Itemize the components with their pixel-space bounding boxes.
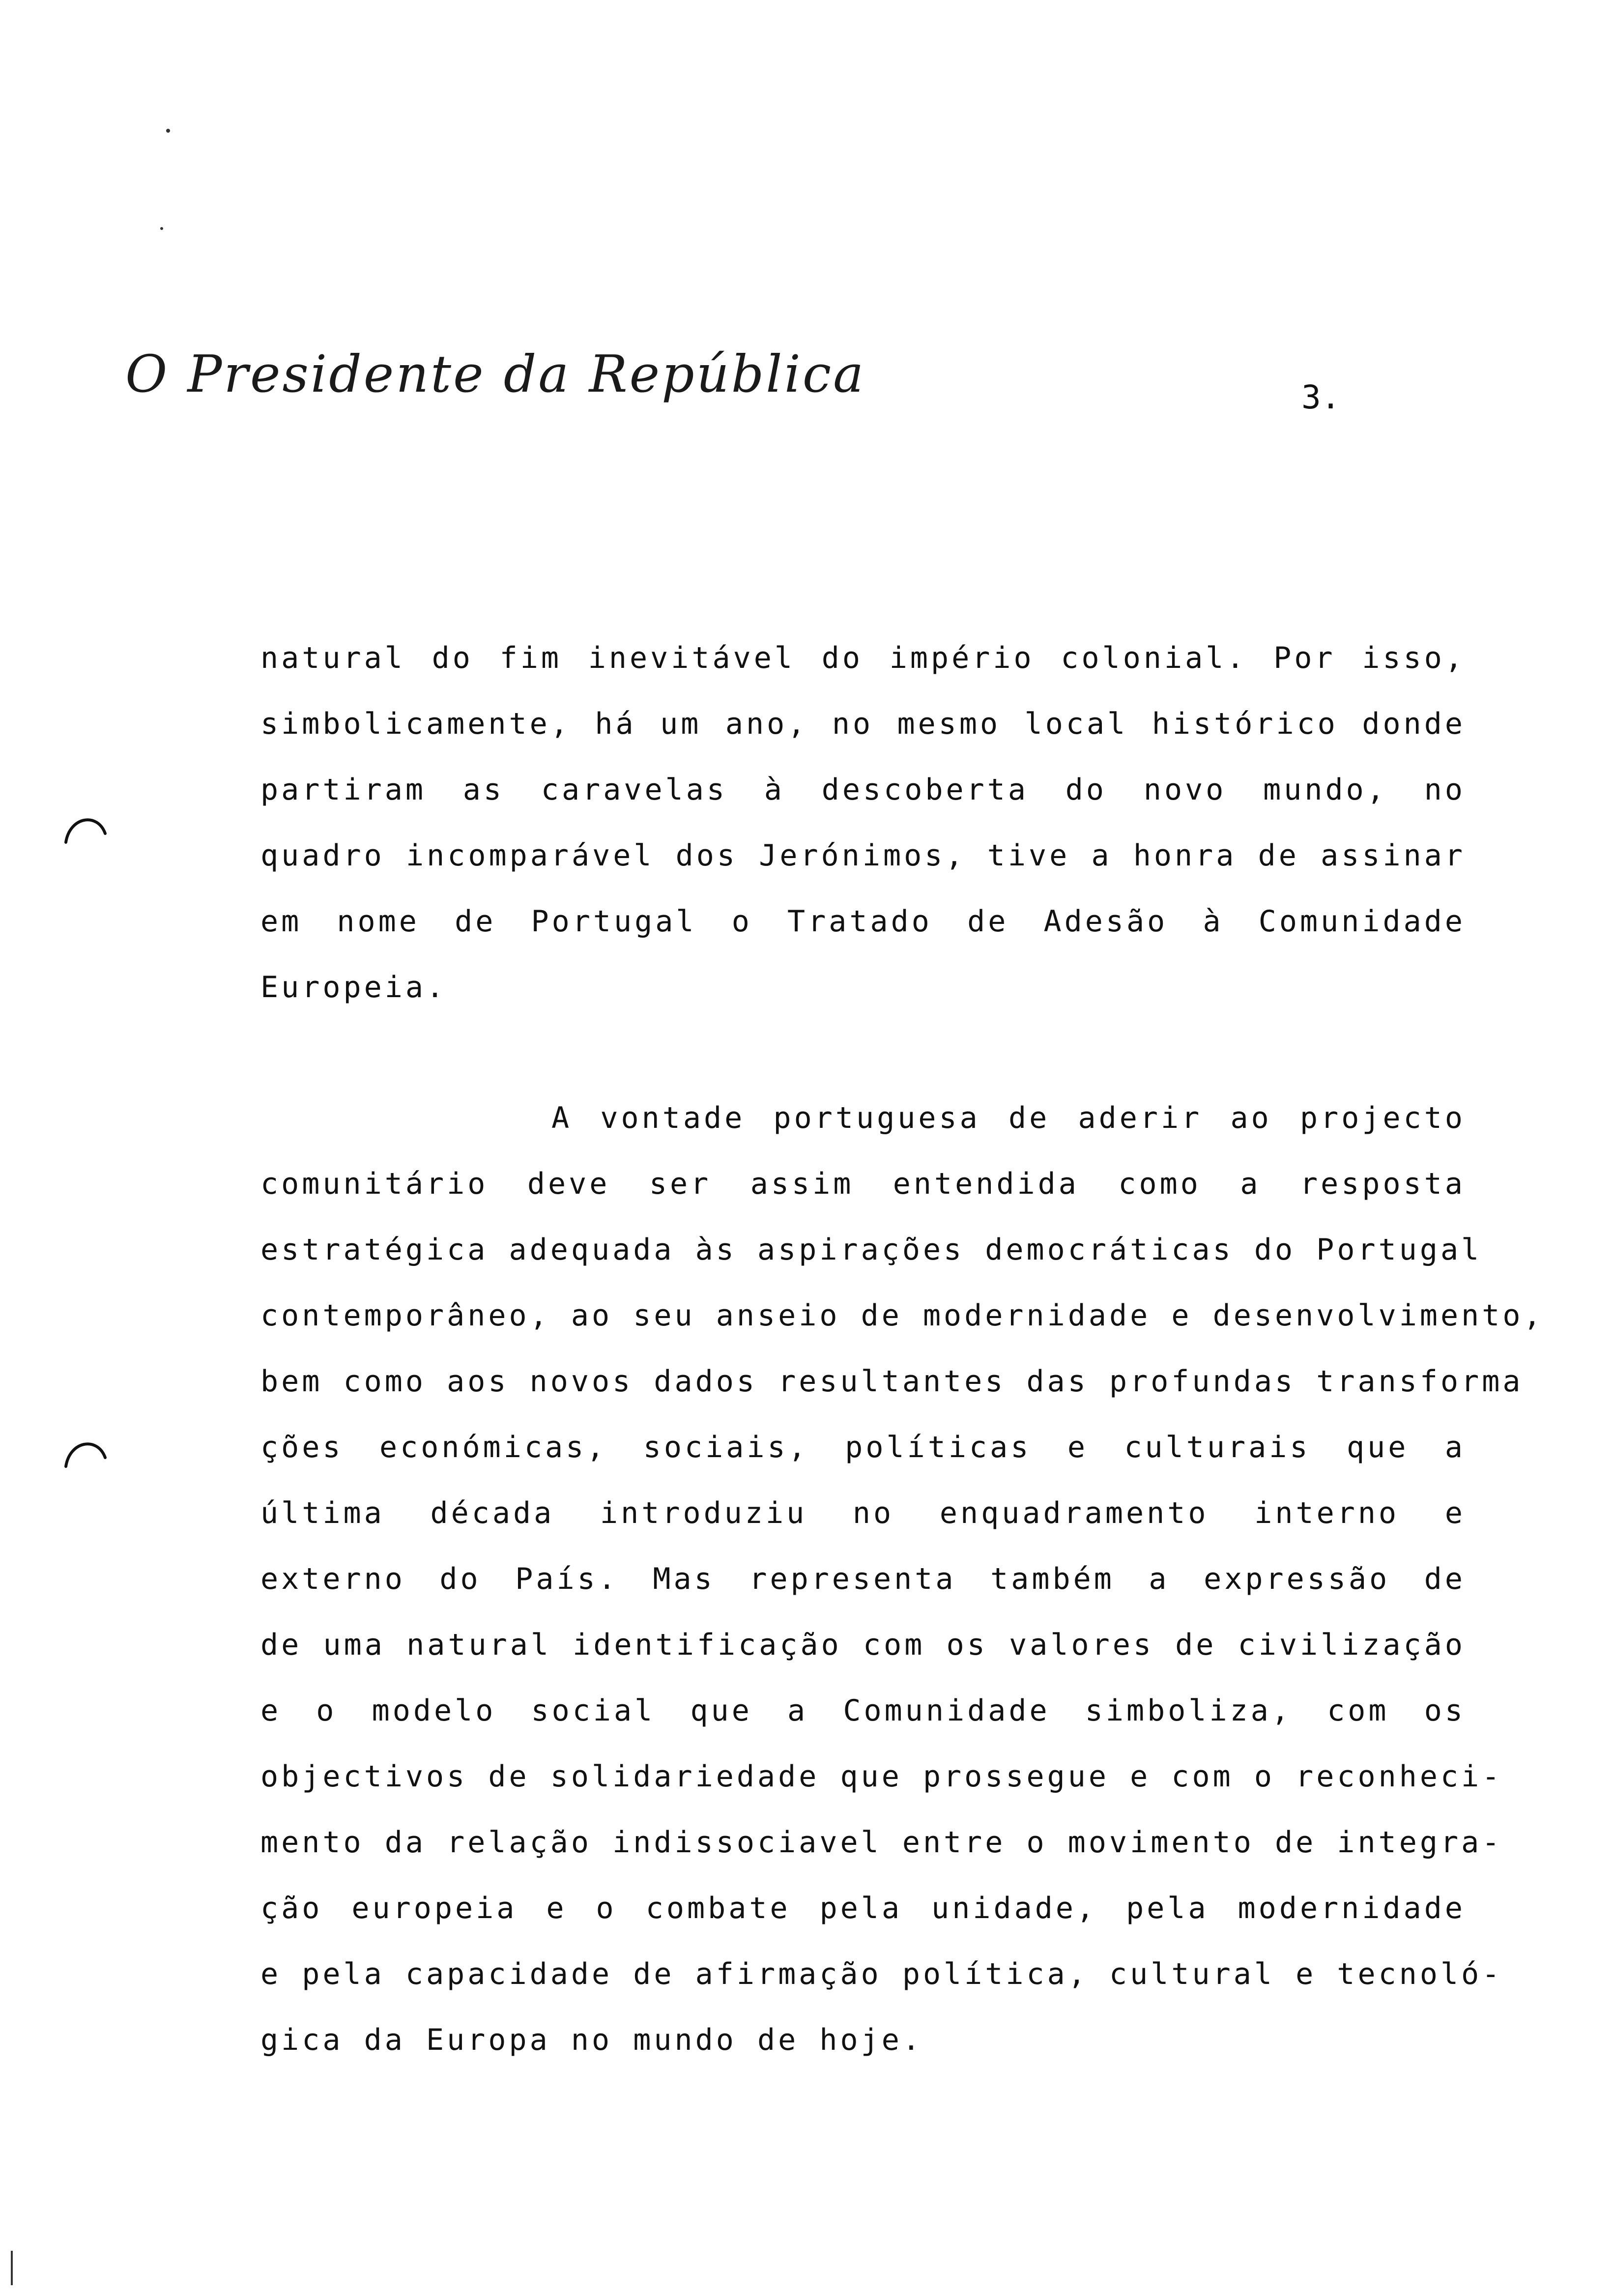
text-line: Europeia. <box>260 970 447 1004</box>
punch-hole-mark <box>63 1436 108 1470</box>
text-line: mento da relação indissociavel entre o movimento de integra- <box>260 1825 1503 1860</box>
text-line: ções económicas, sociais, políticas e culturais que a <box>260 1430 1466 1464</box>
text-line: gica da Europa no mundo de hoje. <box>260 2023 923 2057</box>
paragraph-1 <box>260 625 1466 1020</box>
punch-hole-mark <box>63 812 108 846</box>
text-line: e o modelo social que a Comunidade simboliza, com os <box>260 1693 1466 1728</box>
text-line: externo do País. Mas representa também a expressão de <box>260 1562 1466 1596</box>
text-line: objectivos de solidariedade que prossegue e com o reconheci- <box>260 1759 1503 1794</box>
text-line: de uma natural identificação com os valores de civilização <box>260 1628 1466 1662</box>
paragraph-2 <box>260 1085 1544 2073</box>
letterhead: O Presidente da República <box>125 344 866 404</box>
text-line: partiram as caravelas à descoberta do novo mundo, no <box>260 773 1466 807</box>
edge-mark <box>11 2251 13 2285</box>
stray-dot <box>166 129 170 133</box>
text-line: natural do fim inevitável do império colonial. Por isso, <box>260 641 1466 675</box>
text-line: quadro incomparável dos Jerónimos, tive a honra de assinar <box>260 838 1466 873</box>
page-number: 3. <box>1301 378 1341 416</box>
text-line: bem como aos novos dados resultantes das profundas transforma <box>260 1364 1524 1399</box>
stray-dot <box>160 227 163 230</box>
text-line: contemporâneo, ao seu anseio de modernidade e desenvolvimento, <box>260 1298 1544 1333</box>
text-line: A vontade portuguesa de aderir ao projecto <box>551 1101 1466 1135</box>
text-line: comunitário deve ser assim entendida como a resposta <box>260 1167 1466 1201</box>
text-line: última década introduziu no enquadramento interno e <box>260 1496 1466 1530</box>
text-line: em nome de Portugal o Tratado de Adesão à Comunidade <box>260 904 1466 939</box>
text-line: simbolicamente, há um ano, no mesmo local histórico donde <box>260 707 1466 741</box>
text-line: estratégica adequada às aspirações democráticas do Portugal <box>260 1233 1482 1267</box>
text-line: e pela capacidade de afirmação política, cultural e tecnoló- <box>260 1957 1503 1991</box>
text-line: ção europeia e o combate pela unidade, pela modernidade <box>260 1891 1466 1925</box>
